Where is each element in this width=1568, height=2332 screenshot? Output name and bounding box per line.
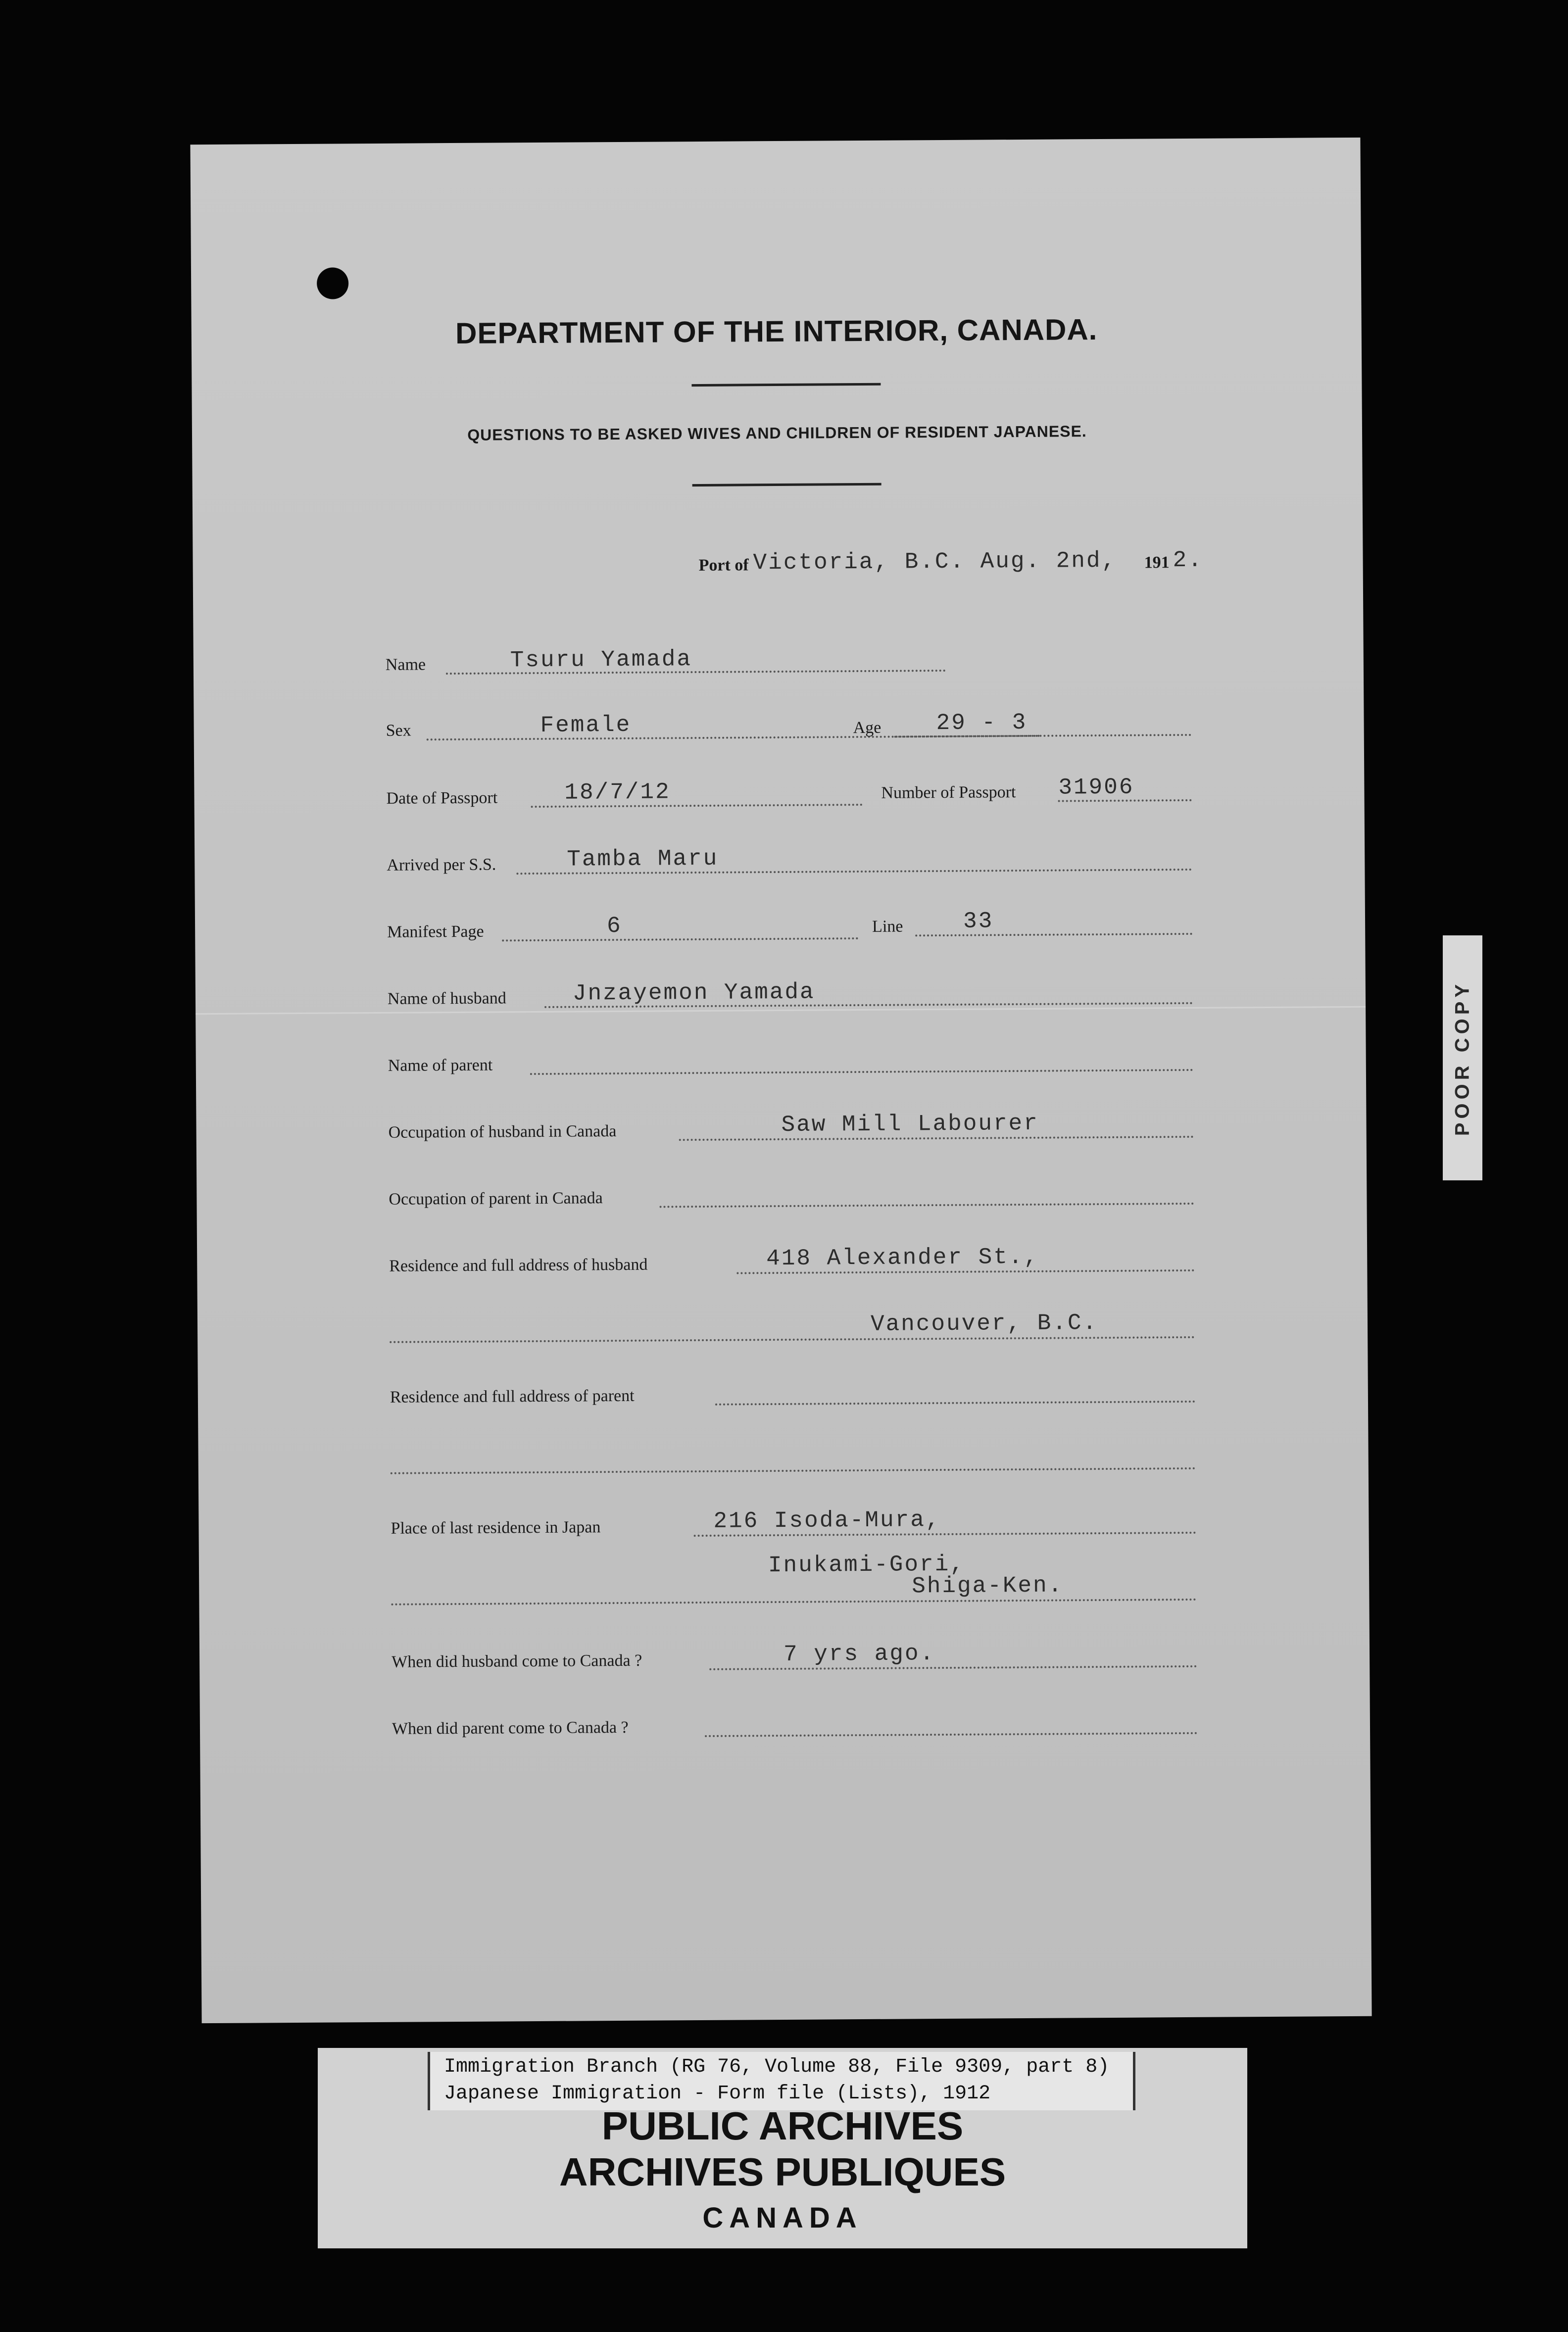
arrived-label: Arrived per S.S. bbox=[387, 855, 496, 874]
name-label: Name bbox=[385, 655, 426, 674]
subtitle-divider bbox=[692, 483, 882, 486]
paper-fold bbox=[196, 1006, 1366, 1015]
archive-label bbox=[318, 2048, 1247, 2248]
husband-residence-value-line2: Vancouver, B.C. bbox=[870, 1310, 1098, 1337]
document-title: DEPARTMENT OF THE INTERIOR, CANADA. bbox=[455, 313, 1098, 350]
title-divider bbox=[691, 383, 881, 387]
archive-name-english: PUBLIC ARCHIVES bbox=[601, 2104, 964, 2148]
manifest-page-line bbox=[502, 937, 858, 941]
parent-occupation-label: Occupation of parent in Canada bbox=[389, 1189, 603, 1209]
arrived-value: Tamba Maru bbox=[567, 845, 719, 873]
husband-residence-line2 bbox=[390, 1336, 1195, 1343]
line-number-line bbox=[915, 933, 1192, 936]
last-residence-value-line1: 216 Isoda-Mura, bbox=[713, 1507, 941, 1534]
last-residence-label: Place of last residence in Japan bbox=[391, 1518, 601, 1538]
husband-name-label: Name of husband bbox=[387, 989, 506, 1008]
poor-copy-text: POOR COPY bbox=[1451, 980, 1473, 1136]
sex-value: Female bbox=[540, 712, 632, 738]
parent-residence-line2 bbox=[391, 1467, 1196, 1474]
name-value: Tsuru Yamada bbox=[510, 646, 692, 674]
line-label: Line bbox=[872, 917, 903, 936]
parent-residence-line1 bbox=[715, 1401, 1195, 1406]
archive-reference-line1: Immigration Branch (RG 76, Volume 88, File 9309, part 8) bbox=[444, 2056, 1110, 2078]
parent-residence-label: Residence and full address of parent bbox=[390, 1386, 635, 1407]
husband-occupation-label: Occupation of husband in Canada bbox=[388, 1122, 617, 1142]
parent-name-label: Name of parent bbox=[388, 1056, 493, 1075]
archive-country: CANADA bbox=[702, 2202, 863, 2234]
punch-hole bbox=[317, 267, 348, 299]
passport-date-value: 18/7/12 bbox=[564, 779, 671, 806]
parent-occupation-line bbox=[660, 1203, 1194, 1208]
manifest-page-value: 6 bbox=[606, 913, 622, 939]
age-label: Age bbox=[853, 718, 882, 737]
year-suffix: 2. bbox=[1173, 547, 1203, 574]
husband-residence-label: Residence and full address of husband bbox=[389, 1255, 648, 1275]
parent-came-line bbox=[705, 1732, 1197, 1737]
last-residence-value-line3: Shiga-Ken. bbox=[912, 1572, 1064, 1600]
manifest-page-label: Manifest Page bbox=[387, 922, 484, 941]
passport-date-label: Date of Passport bbox=[386, 788, 498, 808]
husband-came-value: 7 yrs ago. bbox=[783, 1641, 935, 1667]
sex-label: Sex bbox=[386, 721, 411, 740]
port-value: Victoria, B.C. Aug. 2nd, bbox=[753, 547, 1117, 576]
last-residence-value-line2: Inukami-Gori, bbox=[768, 1551, 965, 1579]
husband-residence-value-line1: 418 Alexander St., bbox=[766, 1244, 1039, 1272]
parent-name-line bbox=[530, 1069, 1193, 1075]
husband-came-line bbox=[709, 1665, 1197, 1670]
passport-number-label: Number of Passport bbox=[881, 783, 1016, 802]
last-residence-line3 bbox=[391, 1599, 1196, 1605]
line-value: 33 bbox=[963, 908, 994, 934]
port-label: Port of bbox=[698, 556, 749, 575]
archive-name-french: ARCHIVES PUBLIQUES bbox=[559, 2150, 1006, 2194]
year-prefix: 191 bbox=[1144, 553, 1170, 572]
archive-reference-line2: Japanese Immigration - Form file (Lists), 1912 bbox=[444, 2083, 991, 2105]
archive-reference bbox=[428, 2052, 1135, 2110]
form-document bbox=[190, 138, 1372, 2023]
husband-name-value: Jnzayemon Yamada bbox=[572, 979, 815, 1007]
document-subtitle: QUESTIONS TO BE ASKED WIVES AND CHILDREN OF RESIDENT JAPANESE. bbox=[467, 422, 1087, 444]
parent-came-label: When did parent come to Canada ? bbox=[392, 1718, 629, 1738]
age-value: 29 - 3 bbox=[936, 709, 1028, 736]
poor-copy-stamp bbox=[1443, 935, 1482, 1180]
passport-number-value: 31906 bbox=[1058, 774, 1134, 801]
husband-came-label: When did husband come to Canada ? bbox=[392, 1651, 642, 1671]
husband-occupation-value: Saw Mill Labourer bbox=[781, 1110, 1039, 1138]
